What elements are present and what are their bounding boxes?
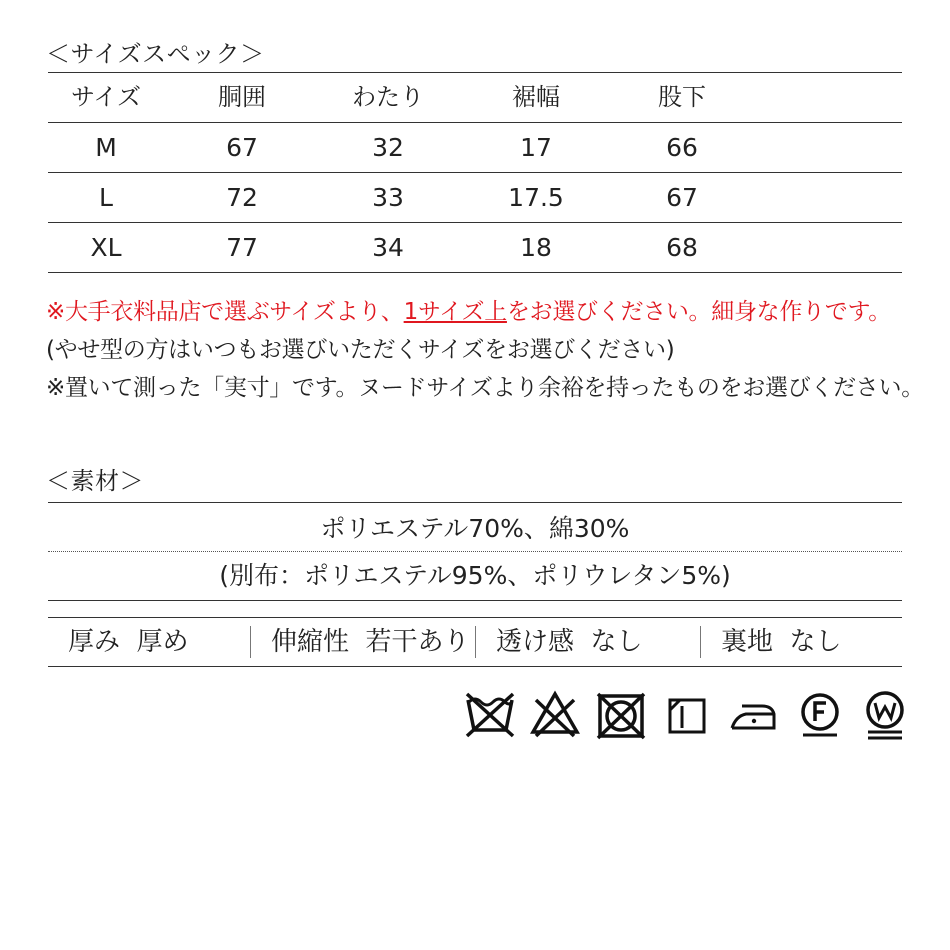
property-stretch — [271, 618, 470, 666]
size-note-red-underlined: 1サイズ上 — [403, 299, 507, 325]
column-header-inseam: 股下 — [658, 83, 706, 111]
table-cell: 34 — [372, 233, 404, 262]
property-label: 伸縮性 — [271, 627, 350, 657]
column-header-thigh: わたり — [352, 83, 424, 111]
no-wash-icon — [465, 688, 515, 742]
property-value: 若干あり — [365, 627, 470, 657]
property-label: 透け感 — [496, 627, 575, 657]
column-separator — [700, 626, 701, 658]
table-row — [48, 223, 902, 273]
table-cell: 67 — [226, 133, 258, 162]
table-cell: 17.5 — [508, 183, 564, 212]
table-cell: XL — [90, 233, 122, 262]
size-note-red-part1: ※大手衣料品店で選ぶサイズより、 — [46, 299, 404, 325]
divider — [48, 502, 902, 503]
size-note-line2: (やせ型の方はいつもお選びいただくサイズをお選びください) — [46, 337, 675, 363]
property-value: 厚め — [136, 627, 189, 657]
property-thickness — [68, 618, 189, 666]
table-cell: 68 — [666, 233, 698, 262]
property-value: なし — [789, 627, 842, 657]
line-dry-shade-icon — [662, 688, 712, 742]
table-row — [48, 123, 902, 173]
no-bleach-icon — [530, 688, 580, 742]
size-note-red — [46, 293, 891, 326]
column-separator — [475, 626, 476, 658]
table-cell: 77 — [226, 233, 258, 262]
size-spec-heading: ＜サイズスペック＞ — [46, 40, 265, 68]
property-label: 裏地 — [721, 627, 774, 657]
table-row — [48, 173, 902, 223]
column-header-waist: 胴囲 — [218, 83, 266, 111]
table-header-row — [48, 72, 902, 123]
table-cell: 67 — [666, 183, 698, 212]
size-note-line3: ※置いて測った「実寸」です。ヌードサイズより余裕を持ったものをお選びください。 — [46, 375, 924, 401]
material-heading: ＜素材＞ — [46, 467, 144, 495]
property-sheerness — [496, 618, 643, 666]
table-cell: 17 — [520, 133, 552, 162]
property-lining — [721, 618, 842, 666]
table-cell: 33 — [372, 183, 404, 212]
no-tumble-dry-icon — [596, 688, 646, 742]
table-cell: 66 — [666, 133, 698, 162]
column-separator — [250, 626, 251, 658]
divider — [48, 600, 902, 601]
property-label: 厚み — [68, 627, 121, 657]
fabric-properties — [48, 617, 902, 667]
column-header-size: サイズ — [70, 83, 142, 111]
column-header-hem-width: 裾幅 — [512, 83, 560, 111]
table-cell: 18 — [520, 233, 552, 262]
size-spec-table — [48, 72, 902, 273]
table-cell: 32 — [372, 133, 404, 162]
material-sub: (別布：ポリエステル95%、ポリウレタン5%) — [219, 561, 731, 590]
wet-clean-w-icon — [860, 688, 910, 742]
table-cell: L — [99, 183, 113, 212]
size-note-red-part2: をお選びください。細身な作りです。 — [506, 299, 891, 325]
iron-low-icon — [728, 688, 778, 742]
dry-clean-f-icon — [795, 688, 845, 742]
table-cell: 72 — [226, 183, 258, 212]
property-value: なし — [590, 627, 643, 657]
care-label-icons — [0, 688, 950, 748]
material-main: ポリエステル70%、綿30% — [320, 514, 630, 543]
table-cell: M — [95, 133, 117, 162]
